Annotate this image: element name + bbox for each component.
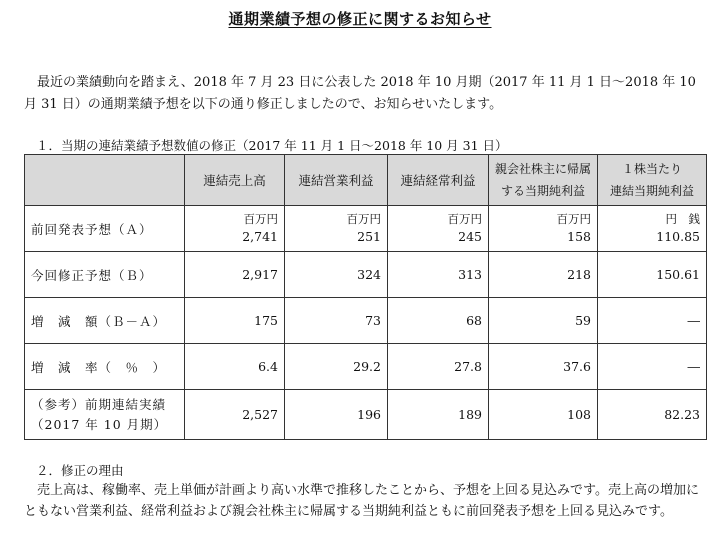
cell-value: 108 [489,390,598,440]
cell-value: 百万円 245 [388,206,489,252]
cell-value: 313 [388,252,489,298]
cell-value: ― [598,344,707,390]
cell-value: ― [598,298,707,344]
cell-value: 218 [489,252,598,298]
cell-value: 37.6 [489,344,598,390]
cell-value: 27.8 [388,344,489,390]
page-title: 通期業績予想の修正に関するお知らせ [228,10,492,28]
table-row [25,298,707,344]
header-blank-cell [25,155,185,206]
table-row [25,344,707,390]
cell-value: 59 [489,298,598,344]
section1-heading: １．当期の連結業績予想数値の修正（2017 年 11 月 1 日〜2018 年 10 月 31 日） [36,138,508,153]
cell-value: 68 [388,298,489,344]
cell-value: 2,917 [185,252,285,298]
cell-value: 円 銭 110.85 [598,206,707,252]
header-operating-profit: 連結営業利益 [285,155,388,206]
table-header-row [25,155,707,206]
cell-value: 150.61 [598,252,707,298]
cell-value: 百万円 2,741 [185,206,285,252]
cell-value: 324 [285,252,388,298]
cell-value: 6.4 [185,344,285,390]
cell-value: 175 [185,298,285,344]
intro-paragraph: 最近の業績動向を踏まえ、2018 年 7 月 23 日に公表した 2018 年 10 月期（2017 年 11 月 1 日〜2018 年 10 月 31 日）の通期業績予想を以下の通り修正しましたので、お知らせいたします。 [24,75,696,112]
row-label-change-rate: 増 減 率（ ％ ） [25,344,185,390]
cell-value: 百万円 158 [489,206,598,252]
cell-value: 189 [388,390,489,440]
row-label-revised: 今回修正予想（Ｂ） [25,252,185,298]
section2-heading: ２．修正の理由 [36,463,124,478]
forecast-table [24,154,707,440]
cell-value: 82.23 [598,390,707,440]
header-eps: １株当たり 連結当期純利益 [598,155,707,206]
row-label-prior-year: （参考）前期連結実績 （2017 年 10 月期） [25,390,185,440]
cell-value: 196 [285,390,388,440]
cell-value: 百万円 251 [285,206,388,252]
cell-value: 73 [285,298,388,344]
row-label-change-amount: 増 減 額（Ｂ－Ａ） [25,298,185,344]
table-row [25,252,707,298]
reason-paragraph: 売上高は、稼働率、売上単価が計画より高い水準で推移したことから、予想を上回る見込みです。売上高の増加にともない営業利益、経常利益および親会社株主に帰属する当期純利益ともに前回発表予想を上回る見込みです。 [24,483,699,519]
cell-value: 2,527 [185,390,285,440]
table-row [25,206,707,252]
cell-value: 29.2 [285,344,388,390]
table-row [25,390,707,440]
header-net-income: 親会社株主に帰属 する当期純利益 [489,155,598,206]
header-ordinary-profit: 連結経常利益 [388,155,489,206]
header-sales: 連結売上高 [185,155,285,206]
row-label-previous: 前回発表予想（Ａ） [25,206,185,252]
